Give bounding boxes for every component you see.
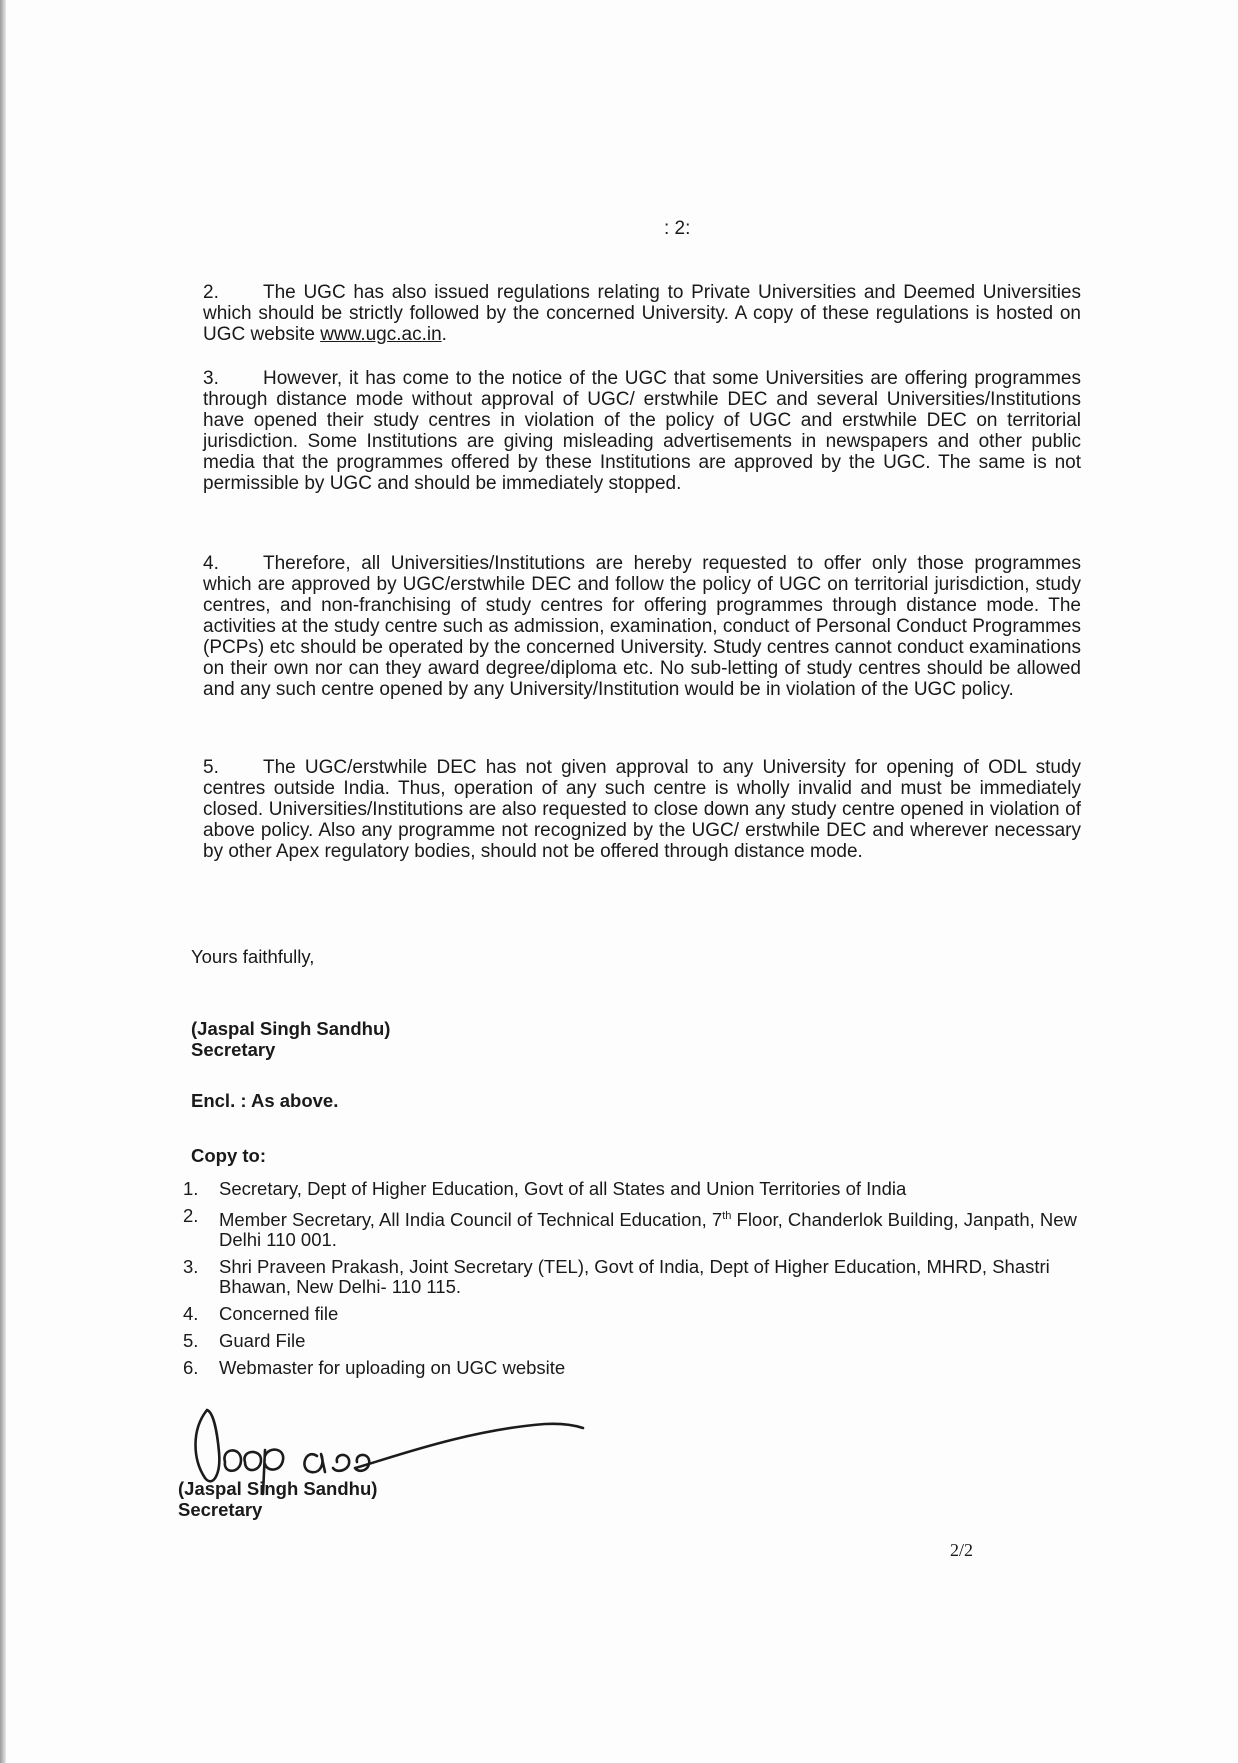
list-item xyxy=(183,1257,1083,1297)
list-item-number: 3. xyxy=(183,1256,199,1278)
list-item-text: Webmaster for uploading on UGC website xyxy=(219,1357,566,1379)
paragraph-text: Therefore, all Universities/Institutions are hereby requested to offer only those programmes which are approved by UGC/erstwhile DEC and follow the policy of UGC on territorial jurisdiction, study centres, and non-franchising of study centres for offering programmes through distance mode. The activities at the study centre such as admission, examination, conduct of Personal Conduct Programmes (PCPs) etc should be operated by the concerned University. Study centres cannot conduct examinations on their own nor can they award degree/diploma etc. No sub-letting of study centres should be allowed and any such centre opened by any University/Institution would be in violation of the UGC policy. xyxy=(203,553,1081,700)
paragraph-text-end: . xyxy=(441,324,447,345)
signature-name: (Jaspal Singh Sandhu) xyxy=(178,1478,378,1499)
paragraph-4 xyxy=(203,553,1081,700)
signatory-name: (Jaspal Singh Sandhu) xyxy=(191,1018,391,1039)
superscript-th: th xyxy=(722,1210,732,1222)
list-item-text: Concerned file xyxy=(219,1303,339,1325)
list-item-number: 1. xyxy=(183,1178,199,1199)
footer-page-number: 2/2 xyxy=(950,1540,974,1560)
signature-name-block xyxy=(178,1478,377,1520)
list-item xyxy=(183,1304,1083,1324)
copy-to-heading: Copy to: xyxy=(191,1145,267,1166)
signatory-designation: Secretary xyxy=(191,1039,276,1060)
page-marker: : 2: xyxy=(664,218,691,239)
list-item xyxy=(183,1179,1083,1199)
list-item xyxy=(183,1331,1083,1351)
paragraph-2 xyxy=(203,282,1081,345)
signatory-block xyxy=(191,1018,390,1060)
signature-designation: Secretary xyxy=(178,1499,263,1520)
copy-to-list xyxy=(183,1179,1083,1385)
list-item-text: Member Secretary, All India Council of Technical Education, 7th Floor, Chanderlok Building, Janpath, New Delhi 110 001. xyxy=(219,1209,1077,1251)
paragraph-number: 5. xyxy=(203,757,219,778)
list-item-number: 5. xyxy=(183,1330,199,1352)
list-item xyxy=(183,1358,1083,1378)
list-item-text: Secretary, Dept of Higher Education, Govt of all States and Union Territories of India xyxy=(219,1178,907,1199)
paragraph-text: However, it has come to the notice of the UGC that some Universities are offering programmes through distance mode without approval of UGC/ erstwhile DEC and several Universities/Institutions have opened their study centres in violation of the policy of UGC and erstwhile DEC on territorial jurisdiction. Some Institutions are giving misleading advertisements in newspapers and other public media that the programmes offered by these Institutions are approved by the UGC. The same is not permissible by UGC and should be immediately stopped. xyxy=(203,368,1081,494)
list-item-number: 4. xyxy=(183,1303,199,1325)
scan-edge-shadow xyxy=(0,0,6,1763)
list-item-number: 6. xyxy=(183,1357,199,1379)
paragraph-number: 4. xyxy=(203,553,219,574)
paragraph-text: The UGC has also issued regulations relating to Private Universities and Deemed Universities which should be strictly followed by the concerned University. A copy of these regulations is hosted on UGC website xyxy=(203,282,1081,345)
paragraph-number: 2. xyxy=(203,282,219,303)
ugc-website-link[interactable]: www.ugc.ac.in xyxy=(320,324,442,345)
list-item-text: Shri Praveen Prakash, Joint Secretary (TEL), Govt of India, Dept of Higher Education, MHRD, Shastri Bhawan, New Delhi- 110 115. xyxy=(219,1256,1050,1298)
list-item-number: 2. xyxy=(183,1205,199,1226)
list-item xyxy=(183,1206,1083,1250)
paragraph-3 xyxy=(203,368,1081,494)
list-item-text: Guard File xyxy=(219,1330,306,1352)
enclosure-note: Encl. : As above. xyxy=(191,1090,339,1111)
paragraph-text: The UGC/erstwhile DEC has not given approval to any University for opening of ODL study centres outside India. Thus, operation of any such centre is wholly invalid and must be immediately closed. Universities/Institutions are also requested to close down any study centre opened in violation of above policy. Also any programme not recognized by the UGC/ erstwhile DEC and wherever necessary by other Apex regulatory bodies, should not be offered through distance mode. xyxy=(203,757,1081,862)
salutation: Yours faithfully, xyxy=(191,946,315,967)
paragraph-5 xyxy=(203,757,1081,862)
paragraph-number: 3. xyxy=(203,368,219,389)
